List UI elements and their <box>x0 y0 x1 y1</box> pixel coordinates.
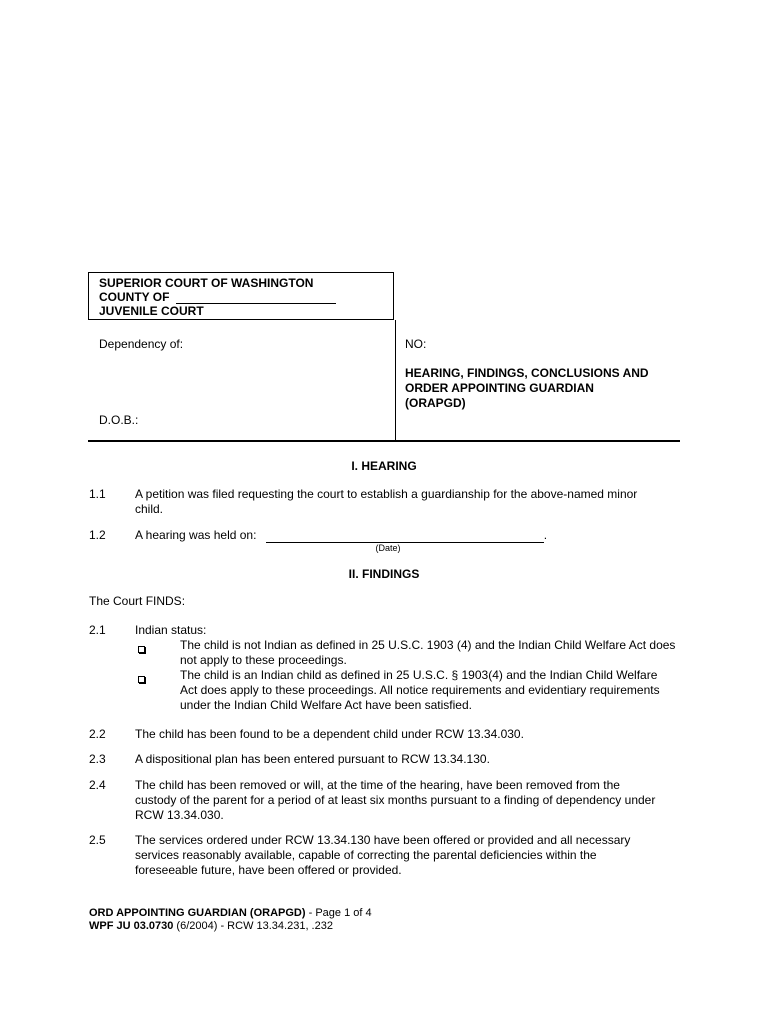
item-number: 1.1 <box>89 487 106 501</box>
option-not-indian: The child is not Indian as defined in 25 U.S.C. 1903 (4) and the Indian Child Welfare Act does not apply to these proceedings. <box>180 638 676 667</box>
county-line <box>99 290 336 304</box>
footer-form-title: ORD APPOINTING GUARDIAN (ORAPGD) <box>89 907 306 919</box>
period: . <box>543 528 548 542</box>
item-number: 2.3 <box>89 752 106 766</box>
hearing-date-label: A hearing was held on: <box>135 528 257 542</box>
indian-status-label: Indian status: <box>135 623 207 637</box>
hearing-heading: I. HEARING <box>351 459 417 473</box>
footer-line-1 <box>89 907 372 920</box>
date-sublabel: (Date) <box>375 543 401 553</box>
hearing-date-blank[interactable] <box>266 530 544 543</box>
county-label: COUNTY OF <box>99 290 170 304</box>
finding-2-4: The child has been removed or will, at the time of the hearing, have been removed from the custody of the parent for a period of at least six months pursuant to a finding of dependency under RCW 13.34.030. <box>135 778 656 822</box>
finding-2-2: The child has been found to be a dependent child under RCW 13.34.030. <box>135 727 524 741</box>
dependency-label: Dependency of: <box>99 337 184 351</box>
footer-line-2 <box>89 920 333 933</box>
finding-2-3: A dispositional plan has been entered pursuant to RCW 13.34.130. <box>135 752 490 766</box>
court-division: JUVENILE COURT <box>99 304 204 318</box>
footer-form-number: WPF JU 03.0730 <box>89 920 174 932</box>
hearing-item-1-1: A petition was filed requesting the court to establish a guardianship for the above-named minor child. <box>135 487 638 516</box>
item-number: 2.5 <box>89 833 106 847</box>
caption-divider <box>395 320 396 441</box>
checkbox-icon[interactable] <box>138 646 145 653</box>
footer-rcw: (6/2004) - RCW 13.34.231, .232 <box>173 920 333 932</box>
item-number: 2.1 <box>89 623 106 637</box>
case-no-label: NO: <box>405 337 427 351</box>
doc-title-line-3: (ORAPGD) <box>405 396 466 410</box>
findings-heading: II. FINDINGS <box>348 567 420 581</box>
caption-bottom-rule <box>88 440 680 442</box>
checkbox-indian-child[interactable] <box>138 672 145 686</box>
dob-label: D.O.B.: <box>99 413 139 427</box>
hearing-date-line <box>135 528 547 543</box>
checkbox-not-indian[interactable] <box>138 642 145 656</box>
checkbox-icon[interactable] <box>138 676 145 683</box>
finding-2-5: The services ordered under RCW 13.34.130 have been offered or provided and all necessary services reasonably available, capable of correcting the parental deficiencies within the foreseeable future, have been offered or provided. <box>135 833 631 877</box>
doc-title-line-2: ORDER APPOINTING GUARDIAN <box>405 381 594 395</box>
item-number: 2.2 <box>89 727 106 741</box>
item-number: 1.2 <box>89 528 106 542</box>
court-name: SUPERIOR COURT OF WASHINGTON <box>99 276 314 290</box>
option-indian-child: The child is an Indian child as defined in 25 U.S.C. § 1903(4) and the Indian Child Welfare Act does apply to these proceedings. All notice requirements and evidentiary requirements under the Indian Child Welfare Act have been satisfied. <box>180 668 660 712</box>
footer-page: - Page 1 of 4 <box>305 907 372 919</box>
findings-intro: The Court FINDS: <box>89 594 186 608</box>
item-number: 2.4 <box>89 778 106 792</box>
doc-title-line-1: HEARING, FINDINGS, CONCLUSIONS AND <box>405 366 649 380</box>
court-caption-box <box>88 272 394 320</box>
